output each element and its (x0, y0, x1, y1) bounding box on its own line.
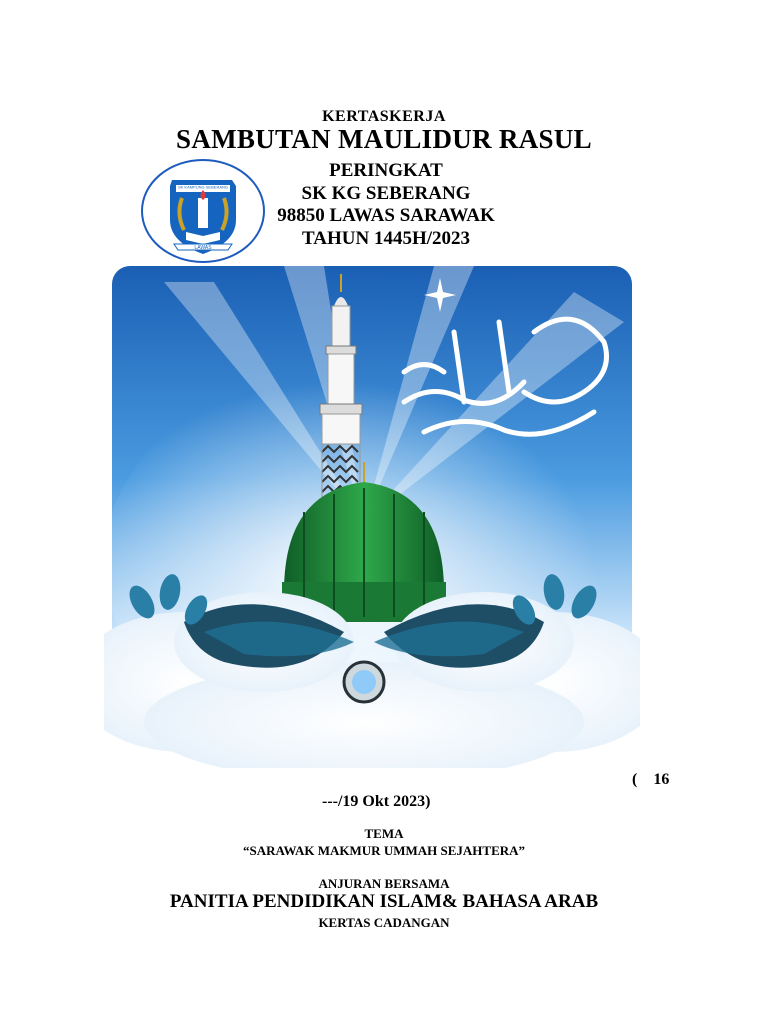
organizer-name: PANITIA PENDIDIKAN ISLAM& BAHASA ARAB (169, 891, 599, 912)
year-heading: TAHUN 1445H/2023 (301, 228, 470, 249)
logo-top-text: SK KAMPUNG SEBERANG (177, 184, 229, 190)
logo-bottom-text: LAWAS (194, 245, 212, 251)
theme-value: “SARAWAK MAKMUR UMMAH SEJAHTERA” (242, 843, 526, 858)
school-address: 98850 LAWAS SARAWAK (277, 205, 495, 226)
organizer-label: ANJURAN BERSAMA (318, 876, 450, 891)
document-title: SAMBUTAN MAULIDUR RASUL (176, 124, 592, 154)
doc-type-heading: KERTASKERJA (322, 108, 446, 125)
paper-type: KERTAS CADANGAN (318, 915, 450, 930)
school-logo (140, 158, 266, 264)
date-line: ---/19 Okt 2023) (322, 793, 431, 810)
level-heading: PERINGKAT (329, 160, 443, 181)
date-fragment: ( 16 (632, 771, 670, 788)
school-name: SK KG SEBERANG (301, 183, 471, 204)
mosque-illustration (104, 262, 640, 768)
theme-label: TEMA (364, 826, 404, 841)
